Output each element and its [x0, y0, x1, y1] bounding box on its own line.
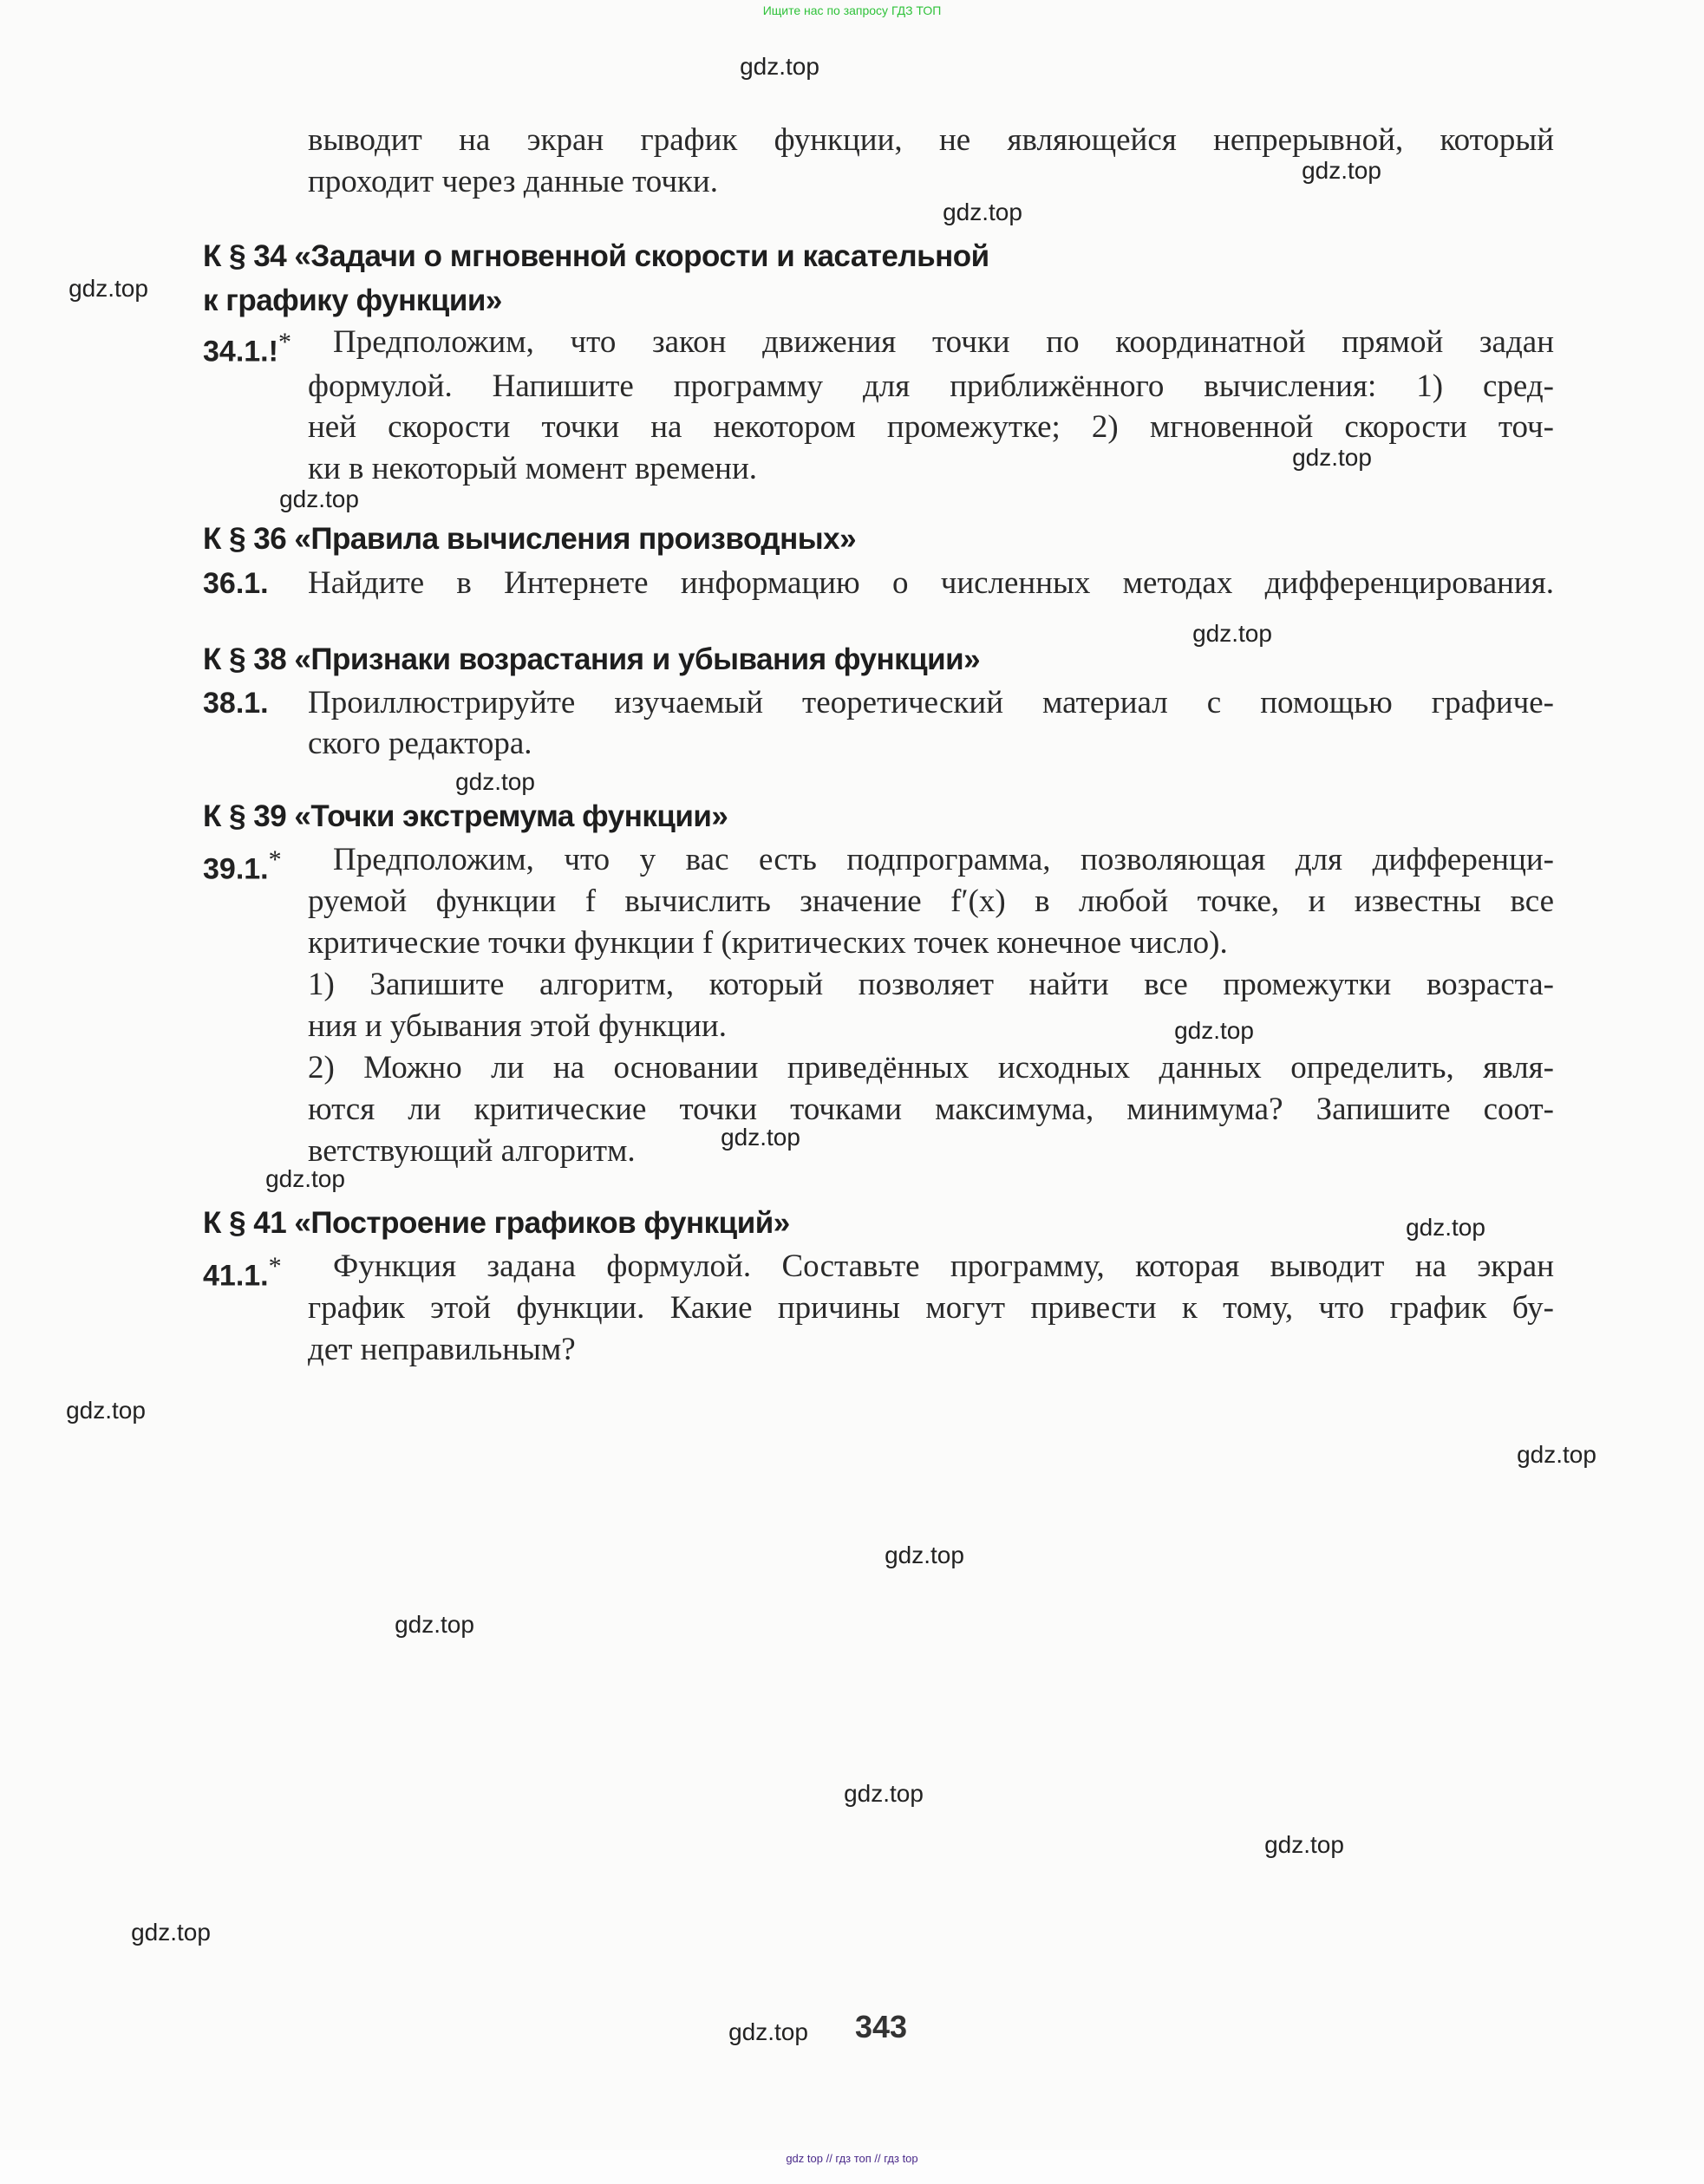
text-line: Предположим, что у вас есть подпрограмма, позволяющая для дифференци- — [333, 842, 1554, 877]
text-line: Проиллюстрируйте изучаемый теоретический материал с помощью графиче- — [308, 685, 1554, 720]
watermark: gdz.top — [885, 1542, 964, 1568]
text-line: Предположим, что закон движения точки по координатной прямой задан — [333, 324, 1554, 360]
watermark: gdz.top — [740, 53, 819, 80]
watermark: gdz.top — [131, 1919, 211, 1946]
section-heading: К § 38 «Признаки возрастания и убывания функции» — [203, 642, 981, 676]
bottom-banner: gdz top // гдз топ // гдз top — [786, 2152, 918, 2165]
asterisk: * — [268, 1252, 282, 1281]
text-line: график этой функции. Какие причины могут привести к тому, что график бу- — [308, 1290, 1554, 1326]
watermark: gdz.top — [1264, 1831, 1344, 1858]
watermark: gdz.top — [1406, 1214, 1485, 1241]
watermark: gdz.top — [943, 199, 1022, 225]
watermark: gdz.top — [265, 1165, 345, 1192]
text-line: ются ли критические точки точками максимума, минимума? Запишите соот- — [308, 1092, 1554, 1127]
watermark: gdz.top — [1192, 620, 1272, 647]
text-line: ней скорости точки на некотором промежутке; 2) мгновенной скорости точ- — [308, 409, 1554, 445]
exercise-number: 38.1. — [203, 687, 269, 720]
exercise-number: 36.1. — [203, 567, 269, 600]
watermark: gdz.top — [1174, 1017, 1254, 1044]
watermark: gdz.top — [395, 1611, 474, 1638]
watermark: gdz.top — [455, 768, 535, 795]
text-line: выводит на экран график функции, не являющейся непрерывной, который — [308, 122, 1554, 158]
section-heading: к графику функции» — [203, 284, 502, 317]
watermark: gdz.top — [69, 275, 148, 302]
asterisk: * — [268, 845, 282, 874]
section-heading: К § 39 «Точки экстремума функции» — [203, 799, 728, 833]
exercise-number — [203, 1248, 282, 1294]
text-line: руемой функции f вычислить значение f′(x) в любой точке, и известны все — [308, 883, 1554, 919]
watermark: gdz.top — [1517, 1441, 1596, 1468]
watermark: gdz.top — [721, 1124, 800, 1151]
text-line: формулой. Напишите программу для приближённого вычисления: 1) сред- — [308, 368, 1554, 404]
watermark: gdz.top — [844, 1780, 924, 1807]
watermark: gdz.top — [1292, 444, 1372, 471]
text-line: Найдите в Интернете информацию о численных методах дифференцирования. — [308, 565, 1554, 601]
text-line: дет неправильным? — [308, 1332, 576, 1367]
text-line: 2) Можно ли на основании приведённых исходных данных определить, явля- — [308, 1050, 1554, 1085]
exercise-number — [203, 841, 282, 888]
section-heading: К § 41 «Построение графиков функций» — [203, 1206, 790, 1240]
exercise-number-text: 39.1. — [203, 852, 269, 886]
text-line: ния и убывания этой функции. — [308, 1008, 727, 1044]
watermark: gdz.top — [1302, 157, 1381, 184]
top-banner: Ищите нас по запросу ГДЗ ТОП — [762, 3, 942, 17]
exercise-number — [203, 323, 291, 370]
asterisk: * — [277, 328, 291, 356]
section-heading: К § 34 «Задачи о мгновенной скорости и касательной — [203, 239, 989, 273]
text-line: ветствующий алгоритм. — [308, 1133, 636, 1169]
exercise-number-text: 34.1.! — [203, 335, 278, 368]
text-line: Функция задана формулой. Составьте программу, которая выводит на экран — [333, 1248, 1554, 1284]
text-line: 1) Запишите алгоритм, который позволяет найти все промежутки возраста- — [308, 967, 1554, 1002]
watermark: gdz.top — [728, 2018, 808, 2045]
watermark: gdz.top — [66, 1397, 146, 1424]
text-line: ки в некоторый момент времени. — [308, 451, 758, 486]
watermark: gdz.top — [279, 486, 359, 512]
exercise-number-text: 41.1. — [203, 1259, 269, 1293]
text-line: критические точки функции f (критических точек конечное число). — [308, 925, 1228, 961]
text-line: ского редактора. — [308, 726, 532, 761]
text-line: проходит через данные точки. — [308, 164, 718, 199]
page-number: 343 — [854, 2009, 908, 2044]
section-heading: К § 36 «Правила вычисления производных» — [203, 522, 857, 556]
